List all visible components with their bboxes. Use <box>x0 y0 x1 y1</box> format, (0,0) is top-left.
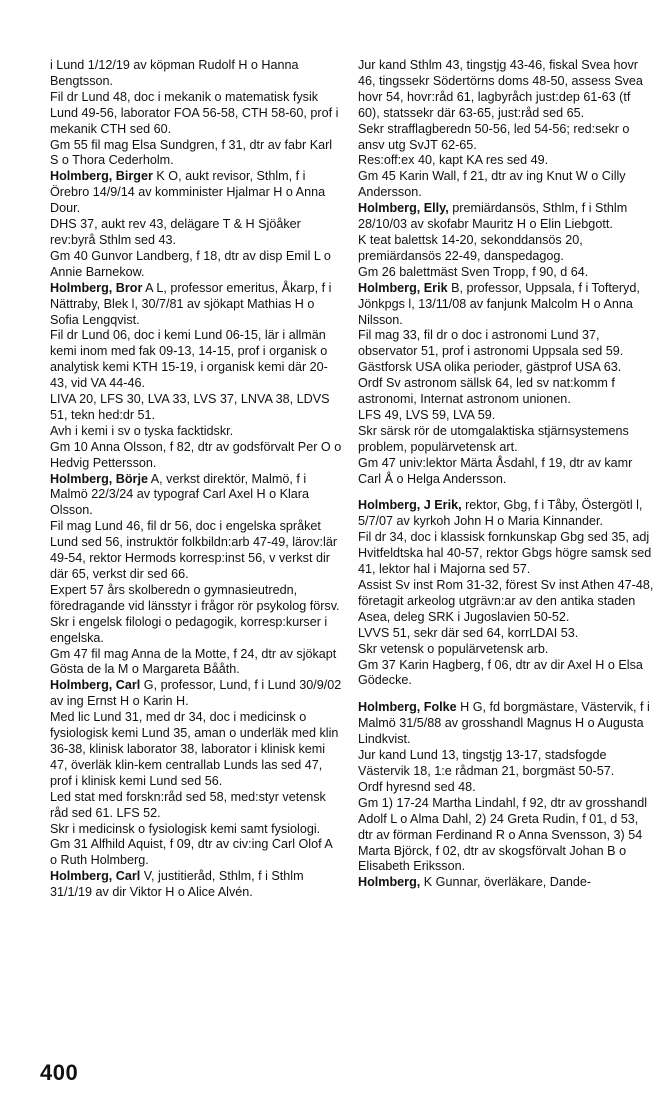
biography-entry <box>358 700 654 748</box>
biography-entry <box>50 281 342 329</box>
entry-paragraph <box>50 583 342 615</box>
entry-paragraph <box>358 376 654 408</box>
entry-name: Holmberg, Elly, <box>358 201 449 216</box>
entry-text: Jur kand Sthlm 43, tingstjg 43-46, fiskal Svea hovr 46, tingssekr Södertörns doms 48-50, assess Svea hovr 54, hovr:råd 61, lagbyråch just:dep 61-63 (tf 60), statssekr där 63-65, just:råd sed 65. <box>358 58 643 120</box>
biography-entry <box>358 201 654 233</box>
entry-name: Holmberg, Carl <box>50 678 141 693</box>
biography-entry <box>50 678 342 710</box>
entry-paragraph <box>358 265 654 281</box>
entry-text: Assist Sv inst Rom 31-32, förest Sv inst Athen 47-48, företagit arkeolog utgrävn:ar av den antika staden Asea, deleg SRK i Jugoslavien 50-52. <box>358 578 654 624</box>
entry-text: Gm 45 Karin Wall, f 21, dtr av ing Knut W o Cilly Andersson. <box>358 169 626 200</box>
entry-paragraph <box>50 328 342 392</box>
biography-entry <box>358 498 654 530</box>
entry-paragraph <box>358 658 654 690</box>
entry-text: Skr i medicinsk o fysiologisk kemi samt fysiologi. <box>50 821 321 836</box>
entry-paragraph <box>358 122 654 154</box>
entry-text: i Lund 1/12/19 av köpman Rudolf H o Hanna Bengtsson. <box>50 58 299 88</box>
page-number: 400 <box>40 1060 79 1085</box>
entry-paragraph <box>358 360 654 376</box>
entry-text: A, verkst direktör, Malmö, f i Malmö 22/3/24 av typograf Carl Axel H o Klara Olsson. <box>50 471 309 518</box>
entry-text: Skr i engelsk filologi o pedagogik, korresp:kurser i engelska. <box>50 614 328 645</box>
entry-paragraph <box>50 519 342 583</box>
entry-text: Gm 10 Anna Olsson, f 82, dtr av godsförvalt Per O o Hedvig Pettersson. <box>50 439 342 470</box>
entry-text: A L, professor emeritus, Åkarp, f i Nättraby, Blek l, 30/7/81 av sjökapt Mathias H o Sofia Lengqvist. <box>50 280 332 327</box>
entry-name: Holmberg, Birger <box>50 169 153 184</box>
entry-text: rektor, Gbg, f i Tåby, Östergötl l, 5/7/07 av kyrkoh John H o Maria Kinnander. <box>358 498 643 529</box>
entry-text: K teat balettsk 14-20, sekonddansös 20, premiärdansös 22-49, danspedagog. <box>358 232 583 263</box>
biography-entry <box>50 472 342 520</box>
entry-paragraph <box>50 837 342 869</box>
entry-paragraph <box>50 424 342 440</box>
entry-paragraph <box>358 748 654 780</box>
entry-name: Holmberg, Carl <box>50 869 141 884</box>
entry-text: Gm 55 fil mag Elsa Sundgren, f 31, dtr av fabr Karl S o Thora Cederholm. <box>50 137 333 168</box>
entry-text: Res:off:ex 40, kapt KA res sed 49. <box>358 153 549 168</box>
entry-paragraph <box>50 249 342 281</box>
entry-text: LFS 49, LVS 59, LVA 59. <box>358 407 496 422</box>
entry-text: G, professor, Lund, f i Lund 30/9/02 av ing Ernst H o Karin H. <box>50 678 342 709</box>
entry-text: LIVA 20, LFS 30, LVA 33, LVS 37, LNVA 38, LDVS 51, tekn hed:dr 51. <box>50 392 330 422</box>
entry-paragraph <box>50 647 342 679</box>
entry-text: Gm 40 Gunvor Landberg, f 18, dtr av disp Emil L o Annie Barnekow. <box>50 248 331 279</box>
entry-paragraph <box>50 392 342 424</box>
entry-text: Gm 31 Alfhild Aquist, f 09, dtr av civ:ing Carl Olof A o Ruth Holmberg. <box>50 837 333 868</box>
entry-paragraph <box>358 578 654 626</box>
entry-text: Med lic Lund 31, med dr 34, doc i medicinsk o fysiologisk kemi Lund 35, aman o underläk med klin 36-38, klinisk laborator 38, laborator i klinisk kemi 47, överläk klin-kem centrallab Lunds las sed 47, prof i klinisk kemi Lund sed 56. <box>50 710 339 788</box>
entry-text: Fil mag Lund 46, fil dr 56, doc i engelska språket Lund sed 56, instruktör folkbildn:arb 47-49, lärov:lär 49-54, rektor Hermods korresp:inst 56, v verkst dir där 65, verkst dir sed 66. <box>50 519 338 581</box>
entry-paragraph <box>358 169 654 201</box>
entry-text: H G, fd borgmästare, Västervik, f i Malmö 31/5/88 av grosshandl Magnus H o Augusta Lindkvist. <box>358 700 650 747</box>
entry-name: Holmberg, Erik <box>358 280 448 295</box>
entry-text: Led stat med forskn:råd sed 58, med:styr vetensk råd sed 61. LFS 52. <box>50 789 326 820</box>
entry-text: Fil dr Lund 06, doc i kemi Lund 06-15, lär i allmän kemi inom med fak 09-13, 14-15, prof i organisk o analytisk kemi KTH 15-19, i organisk kemi där 20-43, vid VA 44-46. <box>50 328 328 391</box>
entry-text: V, justitieråd, Sthlm, f i Sthlm 31/1/19 av dir Viktor H o Alice Alvén. <box>50 869 304 900</box>
entry-paragraph <box>50 710 342 790</box>
entry-paragraph <box>358 233 654 265</box>
entry-paragraph <box>50 790 342 822</box>
entry-paragraph <box>358 626 654 642</box>
entry-paragraph <box>358 796 654 876</box>
entry-text: Fil dr Lund 48, doc i mekanik o matematisk fysik Lund 49-56, laborator FOA 56-58, CTH 58-60, prof i mekanik CTH sed 60. <box>50 89 339 136</box>
entry-paragraph <box>50 822 342 838</box>
entry-text: Fil mag 33, fil dr o doc i astronomi Lund 37, observator 51, prof i astronomi Uppsala sed 59. <box>358 328 624 359</box>
entry-paragraph <box>358 642 654 658</box>
entry-text: Gm 47 fil mag Anna de la Motte, f 24, dtr av sjökapt Gösta de la M o Margareta Bååth. <box>50 646 337 677</box>
entry-text: Gm 26 balettmäst Sven Tropp, f 90, d 64. <box>358 264 589 279</box>
entry-paragraph <box>50 138 342 170</box>
entry-text: K Gunnar, överläkare, Dande- <box>420 875 592 890</box>
entry-paragraph <box>50 90 342 138</box>
entry-text: B, professor, Uppsala, f i Tofteryd, Jönkpgs l, 13/11/08 av fanjunk Malcolm H o Anna Nilsson. <box>358 280 640 327</box>
entry-text: Fil dr 34, doc i klassisk fornkunskap Gbg sed 35, adj Hvitfeldtska hal 40-57, rektor Gbgs högre samsk sed 41, lektor hal i Majorna sed 57. <box>358 530 652 577</box>
biography-entry <box>358 281 654 329</box>
entry-text: Ordf Sv astronom sällsk 64, led sv nat:komm f astronomi, Internat astronom unionen. <box>358 376 615 407</box>
entry-text: DHS 37, aukt rev 43, delägare T & H Sjöåker rev:byrå Sthlm sed 43. <box>50 217 301 247</box>
entry-text: Avh i kemi i sv o tyska facktidskr. <box>50 423 234 438</box>
entry-text: Jur kand Lund 13, tingstjg 13-17, stadsfogde Västervik 18, 1:e rådman 21, borgmäst 50-57. <box>358 748 615 778</box>
entry-name: Holmberg, J Erik, <box>358 498 462 513</box>
entry-text: Expert 57 års skolberedn o gymnasieutredn, föredragande vid länsstyr i frågor rör psykolog försv. <box>50 582 340 613</box>
entry-paragraph <box>358 424 654 456</box>
entry-paragraph <box>358 456 654 488</box>
entry-name: Holmberg, <box>358 875 421 890</box>
entry-paragraph <box>50 615 342 647</box>
entry-paragraph <box>358 530 654 578</box>
entry-text: Gm 1) 17-24 Martha Lindahl, f 92, dtr av grosshandl Adolf L o Alma Dahl, 2) 24 Greta Rudin, f 01, d 53, dtr av förman Ferdinand R o Anna Svensson, 3) 54 Marta Björck, f 02, dtr av skogsförvalt Johan B o Elisabeth Eriksson. <box>358 795 648 874</box>
left-column <box>50 58 342 901</box>
entry-text: Skr särsk rör de utomgalaktiska stjärnsystemens problem, populärvetensk art. <box>358 423 629 454</box>
entry-text: premiärdansös, Sthlm, f i Sthlm 28/10/03 av skofabr Mauritz H o Elin Liebgott. <box>358 201 628 232</box>
entry-text: Gm 47 univ:lektor Märta Åsdahl, f 19, dtr av kamr Carl Å o Helga Andersson. <box>358 455 633 486</box>
entry-text: LVVS 51, sekr där sed 64, korrLDAI 53. <box>358 625 579 640</box>
entry-text: K O, aukt revisor, Sthlm, f i Örebro 14/9/14 av komminister Hjalmar H o Anna Dour. <box>50 169 326 216</box>
entry-paragraph <box>50 217 342 249</box>
entry-text: Gästforsk USA olika perioder, gästprof USA 63. <box>358 360 622 375</box>
entry-paragraph <box>358 328 654 360</box>
entry-paragraph <box>358 780 654 796</box>
biography-entry <box>50 169 342 217</box>
biography-entry <box>50 869 342 901</box>
entry-paragraph <box>358 58 654 122</box>
entry-text: Ordf hyresnd sed 48. <box>358 779 476 794</box>
entry-paragraph <box>50 440 342 472</box>
entry-text: Skr vetensk o populärvetensk arb. <box>358 641 549 656</box>
entry-name: Holmberg, Folke <box>358 700 457 715</box>
entry-text: Gm 37 Karin Hagberg, f 06, dtr av dir Axel H o Elsa Gödecke. <box>358 657 643 688</box>
right-column <box>358 58 654 891</box>
entry-name: Holmberg, Börje <box>50 471 148 486</box>
biography-entry <box>358 875 654 891</box>
entry-name: Holmberg, Bror <box>50 280 143 295</box>
entry-paragraph <box>358 408 654 424</box>
entry-paragraph <box>358 153 654 169</box>
entry-paragraph <box>50 58 342 90</box>
entry-text: Sekr strafflagberedn 50-56, led 54-56; red:sekr o ansv utg SvJT 62-65. <box>358 121 630 152</box>
